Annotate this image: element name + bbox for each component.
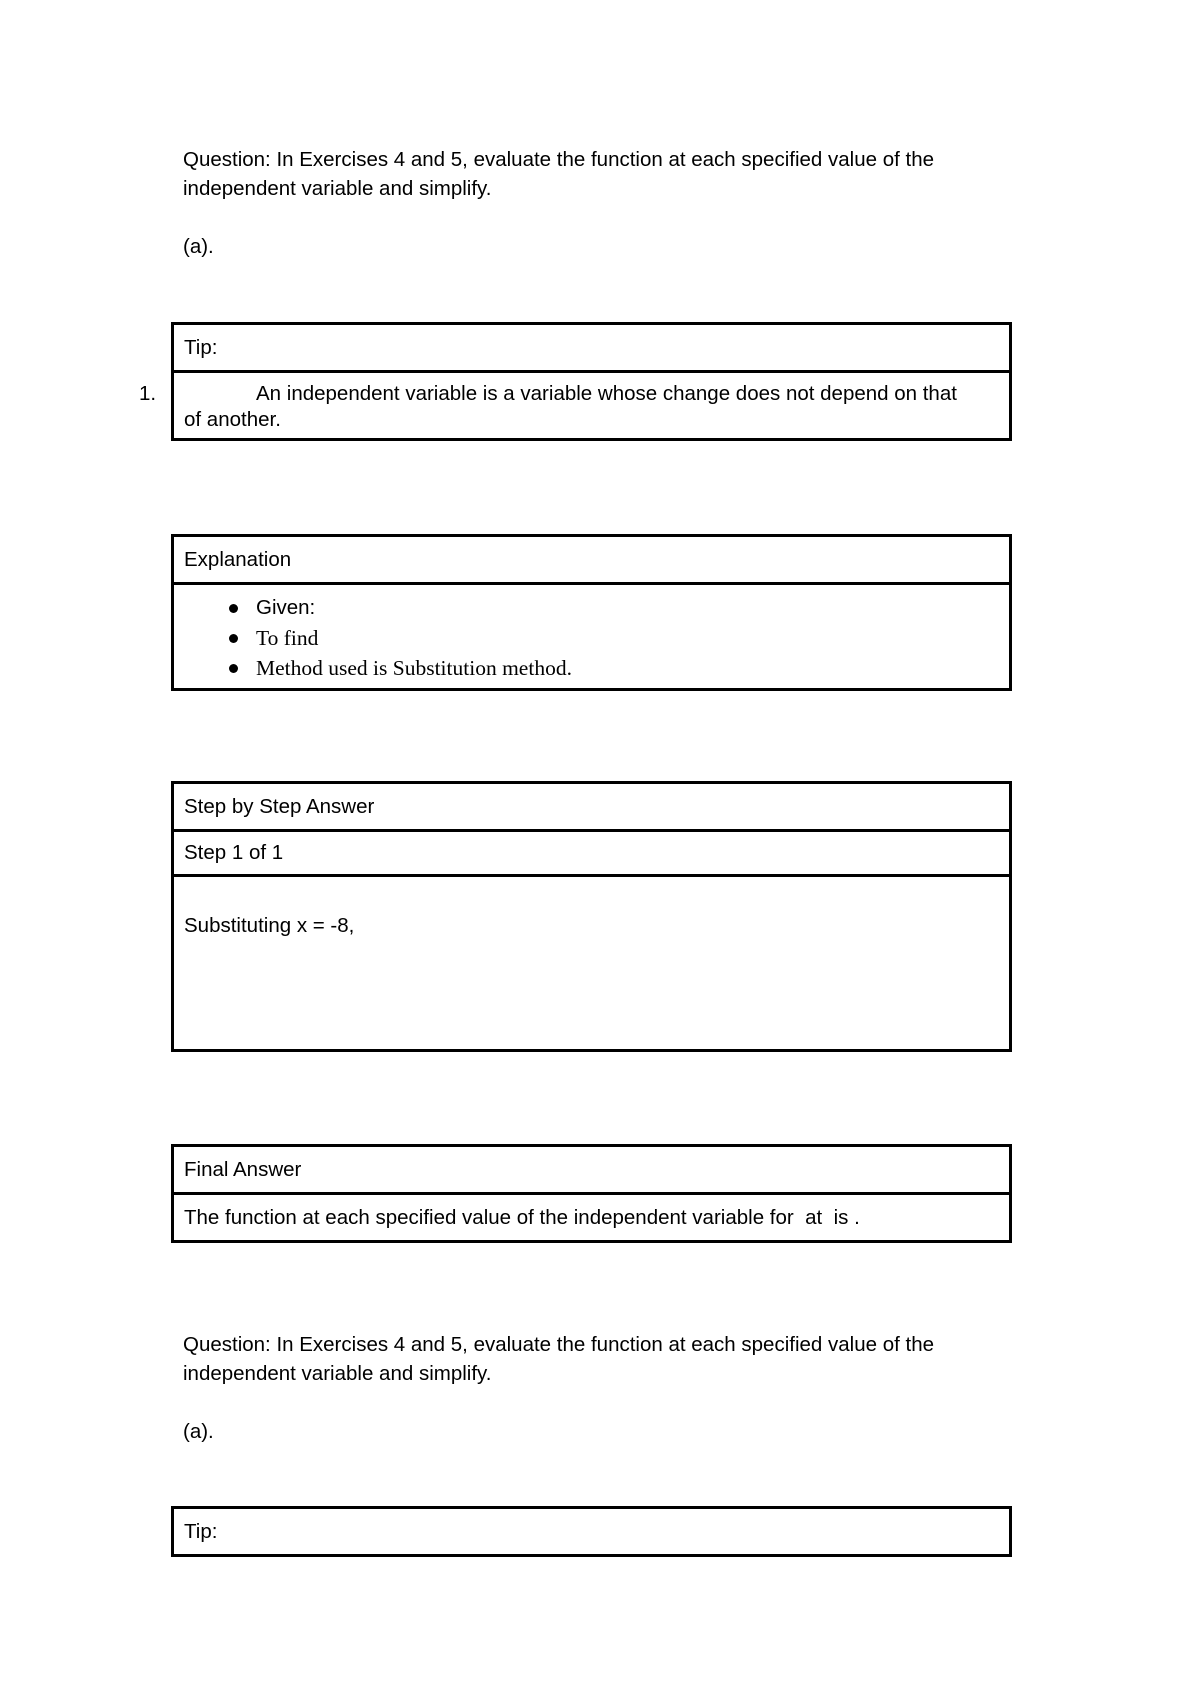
question-line-2: independent variable and simplify. <box>183 1362 492 1385</box>
explanation-label: Explanation <box>184 547 292 571</box>
final-answer-text: The function at each specified value of the independent variable for at is . <box>184 1205 860 1229</box>
question-line-1: Question: In Exercises 4 and 5, evaluate the function at each specified value of the <box>183 1333 935 1356</box>
tip-label: Tip: <box>184 1519 218 1543</box>
step-answer-header <box>174 784 1009 829</box>
tip-header <box>174 1509 1009 1554</box>
list-item-text: Method used is Substitution method. <box>256 656 572 680</box>
bullet-icon <box>229 664 238 673</box>
question-text <box>183 145 1023 203</box>
step-answer-box <box>171 781 1012 1052</box>
list-item <box>184 593 1009 623</box>
list-item-text: Given: <box>256 596 316 619</box>
step-body <box>174 874 1009 1049</box>
list-item <box>184 653 1009 683</box>
bullet-icon <box>229 634 238 643</box>
question-line-1: Question: In Exercises 4 and 5, evaluate the function at each specified value of the <box>183 148 935 171</box>
step-label: Step 1 of 1 <box>184 841 284 864</box>
tip-body <box>139 370 1009 438</box>
question-part: (a). <box>183 1420 214 1443</box>
explanation-header <box>174 537 1009 582</box>
tip-number: 1. <box>139 382 157 405</box>
step-text: Substituting x = -8, <box>184 914 355 937</box>
explanation-body <box>174 582 1009 688</box>
list-item-text: To find <box>256 626 319 650</box>
final-answer-header <box>174 1147 1009 1192</box>
question-text <box>183 1330 1023 1388</box>
question-part: (a). <box>183 235 214 258</box>
final-answer-label: Final Answer <box>184 1157 302 1181</box>
step-answer-label: Step by Step Answer <box>184 794 375 818</box>
question-line-2: independent variable and simplify. <box>183 177 492 200</box>
step-label-row <box>174 829 1009 874</box>
final-answer-box <box>171 1144 1012 1243</box>
tip-header <box>174 325 1009 370</box>
tip-label: Tip: <box>184 335 218 359</box>
bullet-icon <box>229 604 238 613</box>
tip-text: An independent variable is a variable whose change does not depend on that of another. <box>184 382 957 431</box>
final-answer-body <box>174 1192 1009 1240</box>
explanation-list <box>184 593 1009 683</box>
explanation-box <box>171 534 1012 691</box>
list-item <box>184 623 1009 653</box>
tip-box-1 <box>139 322 1012 441</box>
tip-box-2 <box>171 1506 1012 1557</box>
